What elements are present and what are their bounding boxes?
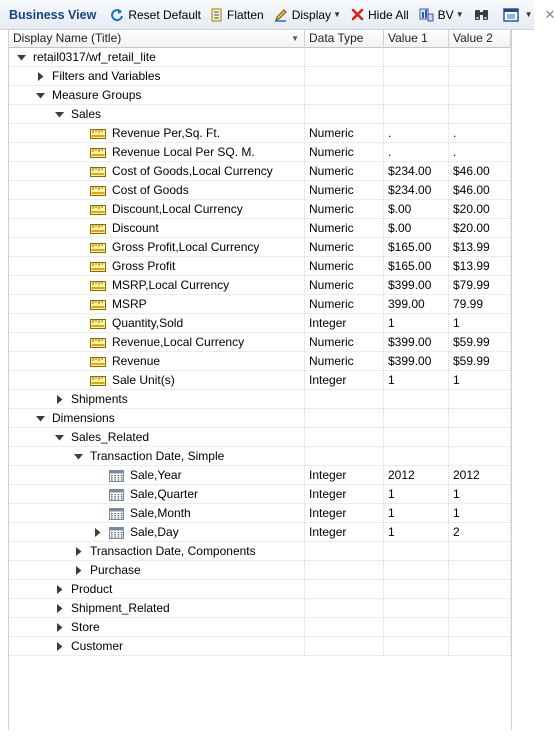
node-label: Revenue Per,Sq. Ft. xyxy=(112,126,221,140)
tree-rows xyxy=(9,48,511,656)
value-1-cell: . xyxy=(384,124,449,143)
tree-row[interactable] xyxy=(9,371,511,390)
hide-all-x-icon xyxy=(351,8,364,21)
value-2-cell xyxy=(449,580,511,599)
tree-row[interactable] xyxy=(9,162,511,181)
data-type-cell: Numeric xyxy=(305,257,384,276)
tree-row[interactable] xyxy=(9,352,511,371)
data-type-cell: Numeric xyxy=(305,200,384,219)
display-name-cell xyxy=(9,580,305,599)
view-options-button[interactable] xyxy=(503,8,533,22)
node-label: retail0317/wf_retail_lite xyxy=(33,50,156,64)
display-name-cell xyxy=(9,333,305,352)
data-type-cell xyxy=(305,428,384,447)
tree-row[interactable] xyxy=(9,542,511,561)
collapse-arrow-right-icon[interactable] xyxy=(54,623,64,633)
tree-row[interactable] xyxy=(9,257,511,276)
value-2-cell: . xyxy=(449,143,511,162)
measure-field-icon xyxy=(90,167,106,177)
collapse-arrow-right-icon[interactable] xyxy=(54,642,64,652)
tree-row[interactable] xyxy=(9,48,511,67)
data-type-cell xyxy=(305,618,384,637)
display-name-cell xyxy=(9,86,305,105)
display-name-cell xyxy=(9,238,305,257)
value-1-cell: . xyxy=(384,143,449,162)
column-header-value-2[interactable] xyxy=(449,30,511,48)
flatten-icon xyxy=(211,8,223,22)
value-2-cell xyxy=(449,86,511,105)
window-view-icon xyxy=(503,8,519,22)
value-1-cell xyxy=(384,390,449,409)
display-name-cell xyxy=(9,257,305,276)
column-header-value-1-label: Value 1 xyxy=(388,31,428,45)
value-1-cell: $399.00 xyxy=(384,276,449,295)
bv-menu-button[interactable] xyxy=(419,8,464,22)
value-1-cell: 1 xyxy=(384,523,449,542)
tree-row[interactable] xyxy=(9,466,511,485)
tree-row[interactable] xyxy=(9,561,511,580)
node-label: Sale,Day xyxy=(130,525,179,539)
reset-default-label: Reset Default xyxy=(128,7,202,22)
tree-row[interactable] xyxy=(9,580,511,599)
value-1-cell: $399.00 xyxy=(384,333,449,352)
value-2-cell xyxy=(449,409,511,428)
value-1-cell: $.00 xyxy=(384,219,449,238)
display-name-cell xyxy=(9,637,305,656)
measure-field-icon xyxy=(90,243,106,253)
node-label: MSRP,Local Currency xyxy=(112,278,230,292)
collapse-arrow-right-icon[interactable] xyxy=(35,72,45,82)
data-type-cell: Integer xyxy=(305,485,384,504)
tree-row[interactable] xyxy=(9,409,511,428)
value-1-cell: 1 xyxy=(384,504,449,523)
measure-field-icon xyxy=(90,319,106,329)
node-label: Shipments xyxy=(71,392,128,406)
display-name-cell xyxy=(9,371,305,390)
value-1-cell: 1 xyxy=(384,371,449,390)
collapse-arrow-right-icon[interactable] xyxy=(54,585,64,595)
collapse-arrow-right-icon[interactable] xyxy=(92,528,102,538)
value-1-cell xyxy=(384,637,449,656)
display-name-cell xyxy=(9,447,305,466)
display-name-cell xyxy=(9,219,305,238)
value-2-cell: 1 xyxy=(449,485,511,504)
display-name-cell xyxy=(9,485,305,504)
data-type-cell xyxy=(305,86,384,105)
tree-row[interactable] xyxy=(9,143,511,162)
tree-row[interactable] xyxy=(9,390,511,409)
measure-field-icon xyxy=(90,224,106,234)
display-label: Display xyxy=(291,7,332,22)
data-type-cell xyxy=(305,580,384,599)
node-label: Measure Groups xyxy=(52,88,142,102)
dimension-field-icon xyxy=(109,470,124,482)
node-label: Sales xyxy=(71,107,102,121)
measure-field-icon xyxy=(90,376,106,386)
display-name-cell xyxy=(9,105,305,124)
node-label: Dimensions xyxy=(52,411,115,425)
tree-row[interactable] xyxy=(9,637,511,656)
display-name-cell xyxy=(9,276,305,295)
display-name-cell xyxy=(9,504,305,523)
value-2-cell xyxy=(449,390,511,409)
data-type-cell xyxy=(305,105,384,124)
value-1-cell xyxy=(384,447,449,466)
data-type-cell: Integer xyxy=(305,523,384,542)
node-label: Discount,Local Currency xyxy=(112,202,243,216)
measure-field-icon xyxy=(90,148,106,158)
column-header-value-2-label: Value 2 xyxy=(453,31,493,45)
node-label: Sale,Year xyxy=(130,468,182,482)
tree-row[interactable] xyxy=(9,523,511,542)
measure-field-icon xyxy=(90,186,106,196)
data-type-cell xyxy=(305,599,384,618)
tree-row[interactable] xyxy=(9,86,511,105)
tree-row[interactable] xyxy=(9,238,511,257)
tree-row[interactable] xyxy=(9,105,511,124)
node-label: Sale,Quarter xyxy=(130,487,199,501)
value-1-cell xyxy=(384,599,449,618)
tree-row[interactable] xyxy=(9,618,511,637)
column-header-display-name-label: Display Name (Title) xyxy=(13,31,122,45)
value-1-cell xyxy=(384,105,449,124)
value-2-cell xyxy=(449,637,511,656)
hide-all-label: Hide All xyxy=(367,7,409,22)
value-2-cell: 1 xyxy=(449,371,511,390)
display-pencil-icon xyxy=(274,8,288,22)
tree-row[interactable] xyxy=(9,200,511,219)
value-1-cell: $165.00 xyxy=(384,238,449,257)
node-label: Revenue,Local Currency xyxy=(112,335,245,349)
value-2-cell: 2012 xyxy=(449,466,511,485)
node-label: Transaction Date, Components xyxy=(90,544,256,558)
value-2-cell xyxy=(449,618,511,637)
node-label: Cost of Goods,Local Currency xyxy=(112,164,273,178)
node-label: Transaction Date, Simple xyxy=(90,449,225,463)
display-name-cell xyxy=(9,618,305,637)
value-2-cell: $20.00 xyxy=(449,219,511,238)
value-2-cell: 2 xyxy=(449,523,511,542)
value-2-cell xyxy=(449,67,511,86)
expand-arrow-down-icon[interactable] xyxy=(16,53,26,63)
value-1-cell: 1 xyxy=(384,314,449,333)
data-type-cell: Numeric xyxy=(305,162,384,181)
data-type-cell: Numeric xyxy=(305,238,384,257)
data-type-cell xyxy=(305,447,384,466)
display-name-cell xyxy=(9,48,305,67)
value-2-cell: $59.99 xyxy=(449,352,511,371)
display-name-cell xyxy=(9,314,305,333)
display-name-cell xyxy=(9,409,305,428)
data-type-cell: Integer xyxy=(305,314,384,333)
expand-arrow-down-icon[interactable] xyxy=(35,91,45,101)
node-label: Gross Profit xyxy=(112,259,176,273)
node-label: Shipment_Related xyxy=(71,601,170,615)
business-view-icon xyxy=(419,8,434,22)
value-1-cell xyxy=(384,409,449,428)
display-menu-button[interactable] xyxy=(274,8,341,22)
value-2-cell: $13.99 xyxy=(449,238,511,257)
data-type-cell xyxy=(305,67,384,86)
panel-title: Business View xyxy=(9,7,97,22)
tree-row[interactable] xyxy=(9,67,511,86)
measure-field-icon xyxy=(90,262,106,272)
value-2-cell xyxy=(449,105,511,124)
node-label: MSRP xyxy=(112,297,147,311)
node-label: Purchase xyxy=(90,563,141,577)
display-name-cell xyxy=(9,542,305,561)
data-type-cell xyxy=(305,637,384,656)
data-type-cell: Numeric xyxy=(305,333,384,352)
value-2-cell: 1 xyxy=(449,314,511,333)
tree-row[interactable] xyxy=(9,599,511,618)
value-1-cell xyxy=(384,561,449,580)
tree-row[interactable] xyxy=(9,428,511,447)
value-2-cell: $46.00 xyxy=(449,162,511,181)
flatten-label: Flatten xyxy=(227,7,264,22)
expand-arrow-down-icon[interactable] xyxy=(35,414,45,424)
display-name-cell xyxy=(9,143,305,162)
node-label: Filters and Variables xyxy=(52,69,161,83)
node-label: Customer xyxy=(71,639,124,653)
collapse-arrow-right-icon[interactable] xyxy=(54,604,64,614)
measure-field-icon xyxy=(90,205,106,215)
node-label: Sale Unit(s) xyxy=(112,373,175,387)
data-type-cell: Numeric xyxy=(305,295,384,314)
data-type-cell: Numeric xyxy=(305,352,384,371)
value-1-cell: 399.00 xyxy=(384,295,449,314)
value-2-cell: 79.99 xyxy=(449,295,511,314)
measure-field-icon xyxy=(90,338,106,348)
value-2-cell: $13.99 xyxy=(449,257,511,276)
measure-field-icon xyxy=(90,281,106,291)
value-2-cell xyxy=(449,447,511,466)
dimension-field-icon xyxy=(109,527,124,539)
value-1-cell xyxy=(384,580,449,599)
find-button[interactable] xyxy=(474,8,493,21)
collapse-arrow-right-icon[interactable] xyxy=(73,547,83,557)
tree-row[interactable] xyxy=(9,504,511,523)
value-1-cell xyxy=(384,67,449,86)
data-type-cell: Numeric xyxy=(305,143,384,162)
value-2-cell xyxy=(449,599,511,618)
display-name-cell xyxy=(9,523,305,542)
node-label: Revenue xyxy=(112,354,161,368)
node-label: Sales_Related xyxy=(71,430,150,444)
value-2-cell xyxy=(449,428,511,447)
data-type-cell: Numeric xyxy=(305,181,384,200)
measure-field-icon xyxy=(90,357,106,367)
display-name-cell xyxy=(9,561,305,580)
data-type-cell: Numeric xyxy=(305,124,384,143)
value-1-cell xyxy=(384,428,449,447)
data-type-cell xyxy=(305,390,384,409)
business-view-tree-table xyxy=(8,30,512,730)
value-1-cell: $.00 xyxy=(384,200,449,219)
data-type-cell: Numeric xyxy=(305,276,384,295)
value-2-cell xyxy=(449,48,511,67)
value-2-cell: . xyxy=(449,124,511,143)
node-label: Gross Profit,Local Currency xyxy=(112,240,260,254)
node-label: Discount xyxy=(112,221,159,235)
column-header-data-type-label: Data Type xyxy=(309,31,364,45)
dimension-field-icon xyxy=(109,508,124,520)
value-2-cell: $20.00 xyxy=(449,200,511,219)
value-2-cell xyxy=(449,561,511,580)
value-2-cell: $59.99 xyxy=(449,333,511,352)
measure-field-icon xyxy=(90,129,106,139)
binoculars-icon xyxy=(474,8,489,21)
bv-label: BV xyxy=(437,7,454,22)
data-type-cell xyxy=(305,542,384,561)
data-type-cell: Integer xyxy=(305,504,384,523)
dimension-field-icon xyxy=(109,489,124,501)
value-2-cell xyxy=(449,542,511,561)
value-1-cell xyxy=(384,48,449,67)
expand-arrow-down-icon[interactable] xyxy=(54,110,64,120)
node-label: Sale,Month xyxy=(130,506,191,520)
data-type-cell xyxy=(305,48,384,67)
display-name-cell xyxy=(9,295,305,314)
column-header-data-type[interactable] xyxy=(305,30,384,48)
data-type-cell: Integer xyxy=(305,466,384,485)
display-name-cell xyxy=(9,390,305,409)
chevron-down-icon: ▼ xyxy=(333,10,341,19)
display-name-cell xyxy=(9,124,305,143)
close-icon[interactable]: ✕ xyxy=(544,6,555,22)
tree-row[interactable] xyxy=(9,485,511,504)
tree-row[interactable] xyxy=(9,295,511,314)
node-label: Quantity,Sold xyxy=(112,316,184,330)
chevron-down-icon: ▼ xyxy=(524,10,533,19)
node-label: Cost of Goods xyxy=(112,183,189,197)
value-1-cell: $399.00 xyxy=(384,352,449,371)
reset-icon xyxy=(110,8,124,22)
tree-row[interactable] xyxy=(9,124,511,143)
value-1-cell: 1 xyxy=(384,485,449,504)
value-1-cell: $165.00 xyxy=(384,257,449,276)
chevron-down-icon: ▼ xyxy=(455,10,464,19)
data-type-cell: Integer xyxy=(305,371,384,390)
collapse-arrow-right-icon[interactable] xyxy=(73,566,83,576)
toolbar xyxy=(0,0,555,30)
reset-default-button[interactable] xyxy=(110,8,201,22)
display-name-cell xyxy=(9,200,305,219)
collapse-arrow-right-icon[interactable] xyxy=(54,395,64,405)
node-label: Store xyxy=(71,620,100,634)
value-1-cell xyxy=(384,618,449,637)
tree-row[interactable] xyxy=(9,276,511,295)
tree-row[interactable] xyxy=(9,333,511,352)
display-name-cell xyxy=(9,352,305,371)
column-header-display-name[interactable] xyxy=(9,30,305,48)
node-label: Revenue Local Per SQ. M. xyxy=(112,145,255,159)
chevron-down-icon: ▼ xyxy=(291,34,299,43)
tree-row[interactable] xyxy=(9,219,511,238)
data-type-cell xyxy=(305,409,384,428)
measure-field-icon xyxy=(90,300,106,310)
value-2-cell: $79.99 xyxy=(449,276,511,295)
value-1-cell: $234.00 xyxy=(384,181,449,200)
display-name-cell xyxy=(9,599,305,618)
display-name-cell xyxy=(9,466,305,485)
tree-row[interactable] xyxy=(9,181,511,200)
display-name-cell xyxy=(9,181,305,200)
node-label: Product xyxy=(71,582,113,596)
data-type-cell: Numeric xyxy=(305,219,384,238)
expand-arrow-down-icon[interactable] xyxy=(54,433,64,443)
value-1-cell: $234.00 xyxy=(384,162,449,181)
tree-row[interactable] xyxy=(9,447,511,466)
display-name-cell xyxy=(9,162,305,181)
value-1-cell xyxy=(384,542,449,561)
tree-row[interactable] xyxy=(9,314,511,333)
flatten-button[interactable] xyxy=(211,8,264,22)
column-header-row xyxy=(9,30,511,48)
display-name-cell xyxy=(9,67,305,86)
value-1-cell xyxy=(384,86,449,105)
value-2-cell: $46.00 xyxy=(449,181,511,200)
display-name-cell xyxy=(9,428,305,447)
column-header-value-1[interactable] xyxy=(384,30,449,48)
hide-all-button[interactable] xyxy=(351,8,409,22)
data-type-cell xyxy=(305,561,384,580)
value-1-cell: 2012 xyxy=(384,466,449,485)
expand-arrow-down-icon[interactable] xyxy=(73,452,83,462)
value-2-cell: 1 xyxy=(449,504,511,523)
